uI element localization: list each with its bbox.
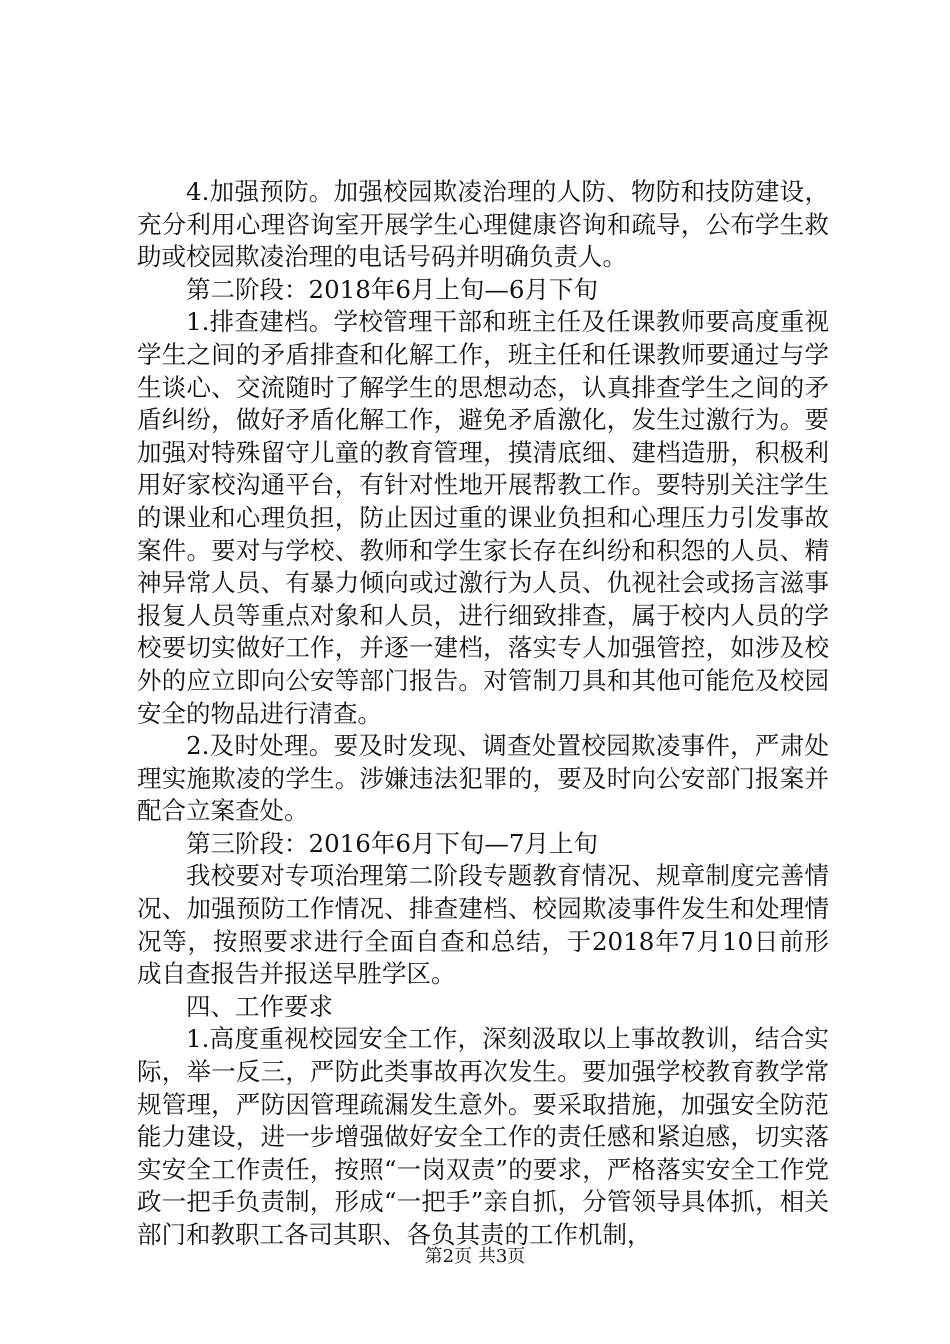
body-text: [137, 176, 829, 1252]
paragraph-self-inspection: 我校要对专项治理第二阶段专题教育情况、规章制度完善情况、加强预防工作情况、排查建档、校园欺凌事件发生和处理情况等，按照要求进行全面自查和总结，于2018年7月10日前形成自查报告并报送早胜学区。: [137, 861, 829, 989]
heading-stage-three: 第三阶段：2016年6月下旬—7月上旬: [186, 828, 599, 858]
heading-stage-two: 第二阶段：2018年6月上旬—6月下旬: [186, 274, 599, 304]
paragraph-investigation: 1.排查建档。学校管理干部和班主任及任课教师要高度重视学生之间的矛盾排查和化解工作，班主任和任课教师要通过与学生谈心、交流随时了解学生的思想动态，认真排查学生之间的矛盾纠纷，做好矛盾化解工作，避免矛盾激化，发生过激行为。要加强对特殊留守儿童的教育管理，摸清底细、建档造册，积极利用好家校沟通平台，有针对性地开展帮教工作。要特别关注学生的课业和心理负担，防止因过重的课业负担和心理压力引发事故案件。要对与学校、教师和学生家长存在纠纷和积怨的人员、精神异常人员、有暴力倾向或过激行为人员、仇视社会或扬言滋事报复人员等重点对象和人员，进行细致排查，属于校内人员的学校要切实做好工作，并逐一建档，落实专人加强管控，如涉及校外的应立即向公安等部门报告。对管制刀具和其他可能危及校园安全的物品进行清查。: [137, 307, 829, 728]
page-footer: 第2页 共3页: [424, 1246, 526, 1267]
paragraph-prevention: 4.加强预防。加强校园欺凌治理的人防、物防和技防建设，充分利用心理咨询室开展学生心理健康咨询和疏导，公布学生救助或校园欺凌治理的电话号码并明确负责人。: [137, 177, 829, 272]
heading-work-requirements: 四、工作要求: [186, 991, 333, 1021]
paragraph-handling: 2.及时处理。要及时发现、调查处置校园欺凌事件，严肃处理实施欺凌的学生。涉嫌违法犯罪的，要及时向公安部门报案并配合立案查处。: [137, 731, 829, 826]
paragraph-safety-work: 1.高度重视校园安全工作，深刻汲取以上事故教训，结合实际，举一反三，严防此类事故再次发生。要加强学校教育教学常规管理，严防因管理疏漏发生意外。要采取措施，加强安全防范能力建设，进一步增强做好安全工作的责任感和紧迫感，切实落实安全工作责任，按照“一岗双责”的要求，严格落实安全工作党政一把手负责制，形成“一把手”亲自抓，分管领导具体抓，相关部门和教职工各司其职、各负其责的工作机制，: [137, 1024, 829, 1249]
